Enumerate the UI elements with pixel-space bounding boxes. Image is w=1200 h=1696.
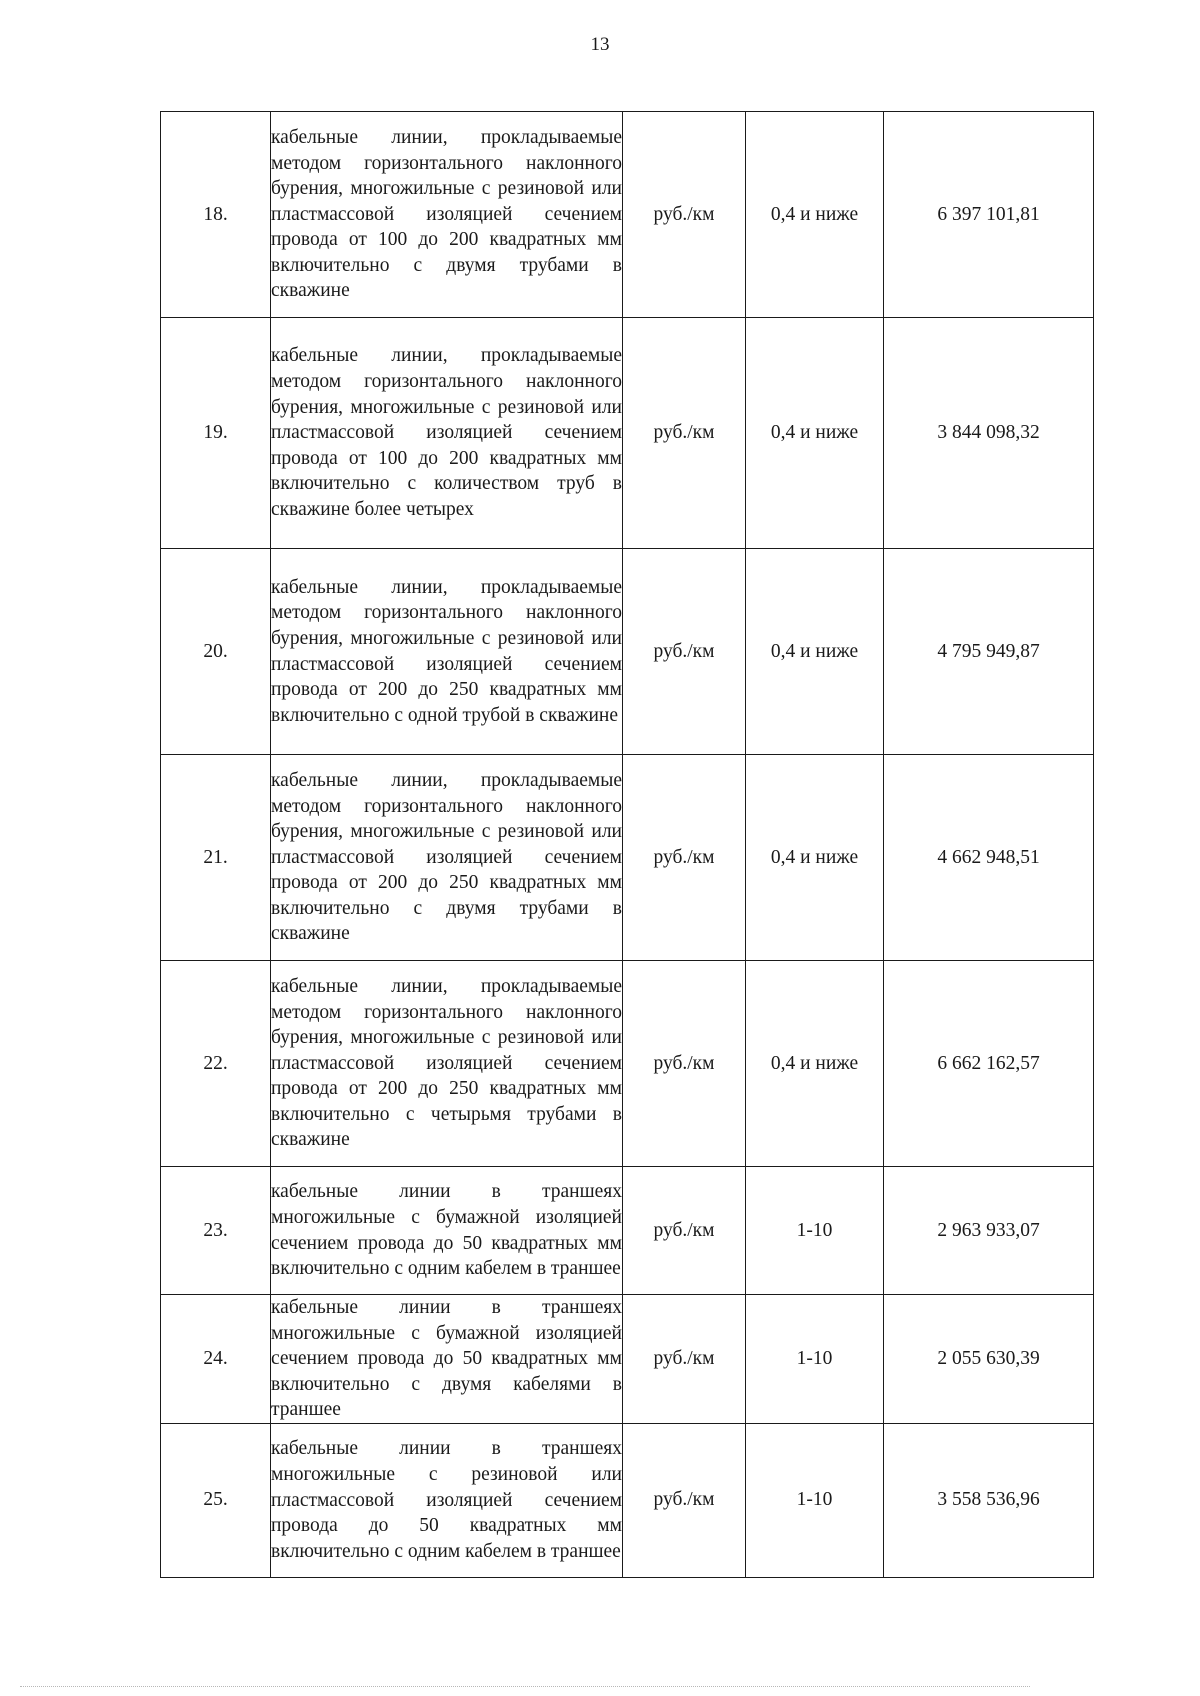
row-price: 3 844 098,32 (884, 318, 1094, 549)
row-voltage: 0,4 и ниже (746, 755, 884, 961)
row-voltage: 1-10 (746, 1423, 884, 1577)
row-description: кабельные линии в траншеях многожильные с резиновой или пластмассовой изоляцией сечением провода до 50 квадратных мм включительно с одним кабелем в траншее (271, 1423, 623, 1577)
row-number: 24. (161, 1295, 271, 1424)
table-row (161, 112, 1094, 318)
row-voltage: 0,4 и ниже (746, 549, 884, 755)
table-row (161, 318, 1094, 549)
row-number: 19. (161, 318, 271, 549)
row-voltage: 0,4 и ниже (746, 961, 884, 1167)
row-description: кабельные линии, прокладываемые методом горизонтального наклонного бурения, многожильные с резиновой или пластмассовой изоляцией сечением провода от 200 до 250 квадратных мм включительно с двумя трубами в скважине (271, 755, 623, 961)
row-number: 20. (161, 549, 271, 755)
row-description: кабельные линии, прокладываемые методом горизонтального наклонного бурения, многожильные с резиновой или пластмассовой изоляцией сечением провода от 200 до 250 квадратных мм включительно с четырьмя трубами в скважине (271, 961, 623, 1167)
row-price: 2 963 933,07 (884, 1167, 1094, 1295)
row-unit: руб./км (623, 961, 746, 1167)
row-unit: руб./км (623, 112, 746, 318)
row-number: 25. (161, 1423, 271, 1577)
row-description: кабельные линии, прокладываемые методом горизонтального наклонного бурения, многожильные с резиновой или пластмассовой изоляцией сечением провода от 100 до 200 квадратных мм включительно с количеством труб в скважине более четырех (271, 318, 623, 549)
row-number: 21. (161, 755, 271, 961)
page-number: 13 (590, 34, 610, 55)
row-unit: руб./км (623, 1167, 746, 1295)
row-description: кабельные линии, прокладываемые методом горизонтального наклонного бурения, многожильные с резиновой или пластмассовой изоляцией сечением провода от 200 до 250 квадратных мм включительно с одной трубой в скважине (271, 549, 623, 755)
row-price: 6 662 162,57 (884, 961, 1094, 1167)
row-price: 4 795 949,87 (884, 549, 1094, 755)
row-number: 18. (161, 112, 271, 318)
row-number: 23. (161, 1167, 271, 1295)
row-price: 6 397 101,81 (884, 112, 1094, 318)
row-description: кабельные линии в траншеях многожильные с бумажной изоляцией сечением провода до 50 квадратных мм включительно с одним кабелем в траншее (271, 1167, 623, 1295)
row-unit: руб./км (623, 549, 746, 755)
table-row (161, 549, 1094, 755)
row-number: 22. (161, 961, 271, 1167)
row-voltage: 1-10 (746, 1167, 884, 1295)
row-price: 4 662 948,51 (884, 755, 1094, 961)
row-unit: руб./км (623, 1423, 746, 1577)
table-row (161, 755, 1094, 961)
row-voltage: 0,4 и ниже (746, 318, 884, 549)
row-voltage: 1-10 (746, 1295, 884, 1424)
tariff-table (160, 111, 1094, 1578)
scan-edge-line (20, 1686, 1030, 1687)
row-description: кабельные линии в траншеях многожильные с бумажной изоляцией сечением провода до 50 квадратных мм включительно с двумя кабелями в траншее (271, 1295, 623, 1424)
table-row (161, 1167, 1094, 1295)
row-price: 2 055 630,39 (884, 1295, 1094, 1424)
row-unit: руб./км (623, 318, 746, 549)
table-row (161, 961, 1094, 1167)
row-voltage: 0,4 и ниже (746, 112, 884, 318)
row-unit: руб./км (623, 1295, 746, 1424)
row-price: 3 558 536,96 (884, 1423, 1094, 1577)
row-description: кабельные линии, прокладываемые методом горизонтального наклонного бурения, многожильные с резиновой или пластмассовой изоляцией сечением провода от 100 до 200 квадратных мм включительно с двумя трубами в скважине (271, 112, 623, 318)
table-row (161, 1423, 1094, 1577)
row-unit: руб./км (623, 755, 746, 961)
table-row (161, 1295, 1094, 1424)
